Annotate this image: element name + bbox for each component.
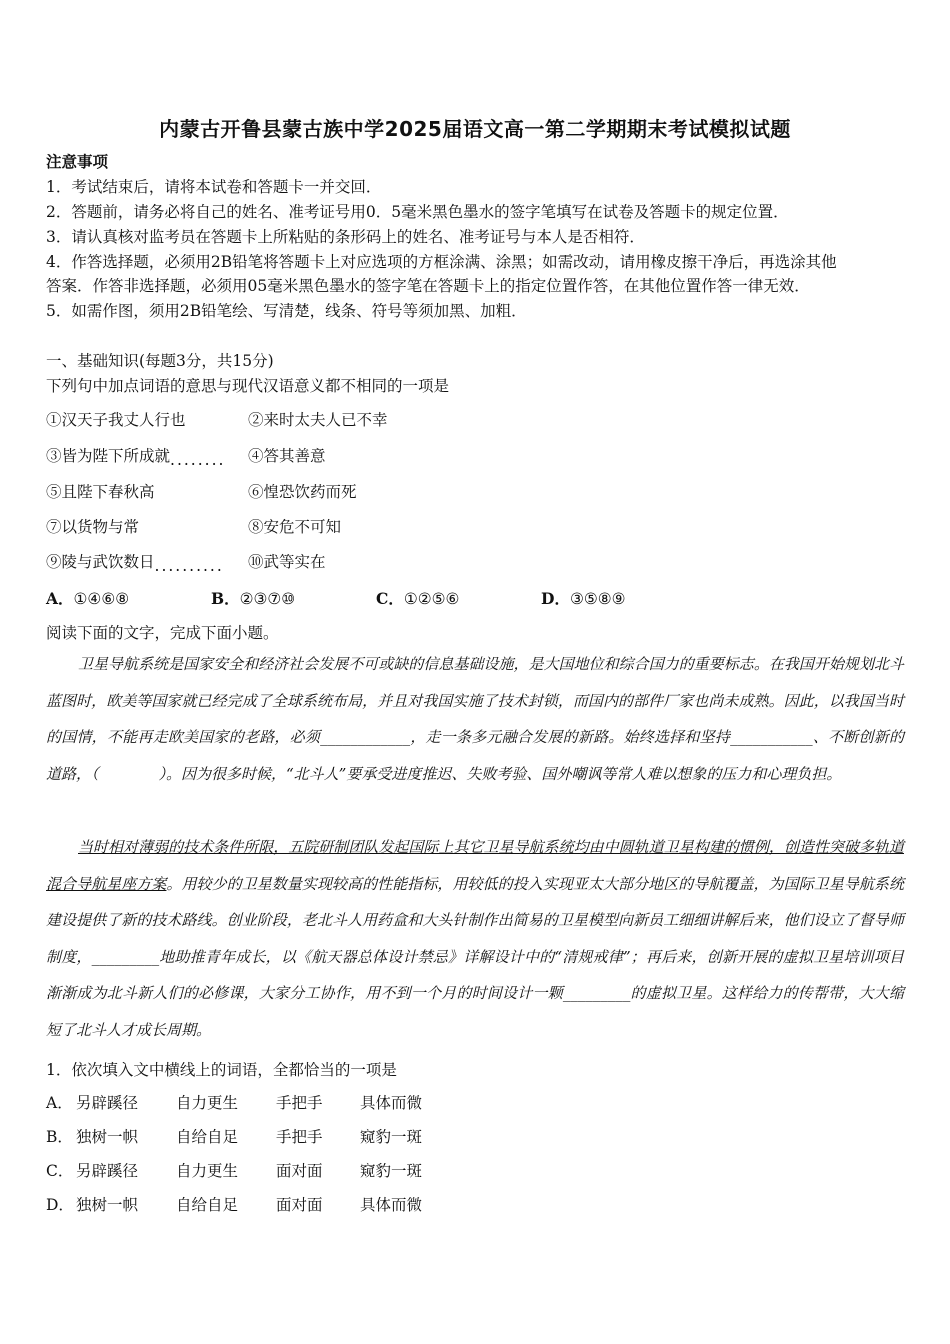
option-word: 具体而微 [360,1196,423,1214]
notice-item: 答案．作答非选择题，必须用05毫米黑色墨水的签字笔在答题卡上的指定位置作答，在其他位置作答一律无效． [46,277,810,295]
choice-label: D． [541,589,570,608]
page-title: 内蒙古开鲁县蒙古族中学2025届语文高一第二学期期末考试模拟试题 [159,117,791,141]
option-word: 自力更生 [176,1094,239,1112]
item-left [46,446,226,469]
notice-item: 4．作答选择题，必须用2B铅笔将答题卡上对应选项的方框涂满、涂黑；如需改动，请用橡皮擦干净后，再选涂其他 [46,253,837,271]
notice-item: 1．考试结束后，请将本试卷和答题卡一并交回． [46,178,382,196]
item-right: ④答其善意 [248,447,326,465]
option-label: B． [46,1128,73,1146]
option-word: 自给自足 [176,1128,239,1146]
notice-item: 3．请认真核对监考员在答题卡上所粘贴的条形码上的姓名、准考证号与本人是否相符． [46,228,645,246]
option-word: 窥豹一斑 [360,1128,423,1146]
choice-label: A． [46,589,74,608]
choice-value: ②③⑦⑩ [239,590,296,608]
question-prompt: 下列句中加点词语的意思与现代汉语意义都不相同的一项是 [46,377,450,395]
item-right: ⑩武等实在 [248,553,326,571]
option-word: 自给自足 [176,1196,239,1214]
section-heading: 一、基础知识(每题3分，共15分) [46,352,274,370]
option-word: 面对面 [276,1162,323,1180]
option-label: C． [46,1162,74,1180]
item-right: ⑧安危不可知 [248,518,342,536]
option-label: A． [46,1094,73,1112]
option-word: 手把手 [276,1094,323,1112]
reading-intro: 阅读下面的文字，完成下面小题。 [46,624,279,642]
emphasis-dots: .......... [154,557,224,575]
option-word: 另辟蹊径 [76,1162,139,1180]
choice-value: ①④⑥⑧ [73,590,130,608]
choice-label: B． [211,589,240,608]
question-stem: 1．依次填入文中横线上的词语，全都恰当的一项是 [46,1061,397,1079]
option-word: 窥豹一斑 [360,1162,423,1180]
option-word: 面对面 [276,1196,323,1214]
choice-b [211,589,295,609]
item-right: ②来时太夫人已不幸 [248,411,388,429]
item-left-text: ③皆为陛下所成就 [46,447,171,465]
underlined-sentence: 当时相对薄弱的技术条件所限，五院研制团队发起国际上其它卫星导航系统均由中圆轨道卫星构建的惯例，创造性突破多轨道混合导航星座方案 [46,838,904,893]
choice-a [46,589,129,609]
emphasis-dots: ........ [170,451,226,469]
item-left: ⑤且陛下春秋高 [46,483,155,501]
notice-heading: 注意事项 [46,152,109,171]
notice-item: 5．如需作图，须用2B铅笔绘、写清楚，线条、符号等须加黑、加粗． [46,302,527,320]
reading-paragraph-1: 卫星导航系统是国家安全和经济社会发展不可或缺的信息基础设施，是大国地位和综合国力的重要标志。在我国开始规划北斗蓝图时，欧美等国家就已经完成了全球系统布局，并且对我国实施了技术封锁，而国内的部件厂家也尚未成熟。因此，以我国当时的国情，不能再走欧美国家的老路，必须____________，走一条多元融合发展的新路。始终选择和坚持___________、不断创新的道路，（ ）。因为很多时候，“北斗人”要承受进度推迟、失败考验、国外嘲讽等常人难以想象的压力和心理负担。 [46,655,904,783]
notice-item: 2．答题前，请务必将自己的姓名、准考证号用0．5毫米黑色墨水的签字笔填写在试卷及答题卡的规定位置． [46,203,789,221]
choice-value: ①②⑤⑥ [403,590,460,608]
item-right: ⑥惶恐饮药而死 [248,483,357,501]
reading-paragraph-2 [46,829,904,1048]
choice-value: ③⑤⑧⑨ [569,590,626,608]
choice-d [541,589,626,609]
option-label: D． [46,1196,74,1214]
option-word: 自力更生 [176,1162,239,1180]
option-word: 独树一帜 [76,1196,139,1214]
item-left-text: ⑨陵与武饮数日 [46,553,155,571]
paragraph-text: 。用较少的卫星数量实现较高的性能指标，用较低的投入实现亚太大部分地区的导航覆盖，为国际卫星导航系统建设提供了新的技术路线。创业阶段，老北斗人用药盒和大头针制作出简易的卫星模型向新员工细细讲解后来，他们设立了督导师制度，_________地助推青年成长，以《航天器总体设计禁忌》详解设计中的“清规戒律”；再后来，创新开展的虚拟卫星培训项目渐渐成为北斗新人们的必修课，大家分工协作，用不到一个月的时间设计一颗_________的虚拟卫星。这样给力的传帮带，大大缩短了北斗人才成长周期。 [46,874,904,1039]
item-left: ①汉天子我丈人行也 [46,411,186,429]
item-left: ⑦以货物与常 [46,518,140,536]
option-word: 手把手 [276,1128,323,1146]
option-word: 另辟蹊径 [76,1094,139,1112]
item-left [46,552,224,575]
option-word: 具体而微 [360,1094,423,1112]
choice-c [376,589,459,609]
choice-label: C． [376,589,404,608]
option-word: 独树一帜 [76,1128,139,1146]
